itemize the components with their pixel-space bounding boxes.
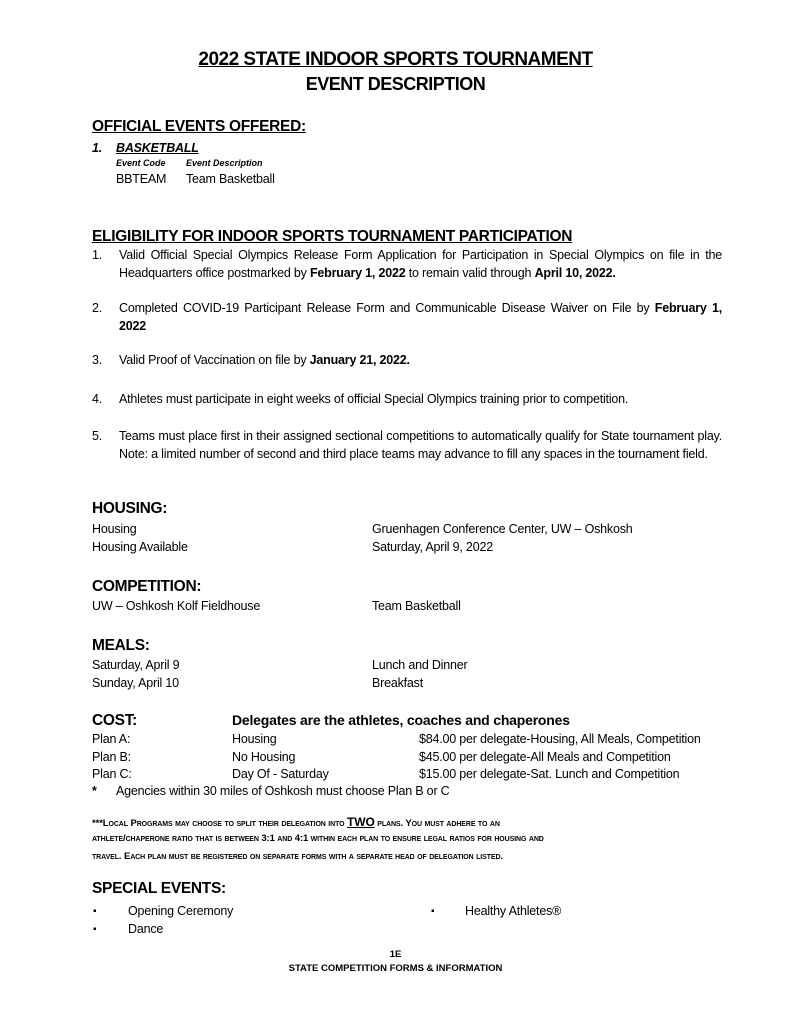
cost-heading: COST:	[92, 712, 138, 729]
plan-a-type: Housing	[232, 732, 277, 746]
event-number: 1.	[92, 141, 103, 155]
housing-label: Housing	[92, 522, 137, 536]
bullet-icon: ▪	[93, 924, 97, 935]
bullet-icon: ▪	[93, 906, 97, 917]
official-events-heading: OFFICIAL EVENTS OFFERED:	[92, 118, 306, 135]
plan-c-type: Day Of - Saturday	[232, 767, 329, 781]
plan-c-desc: $15.00 per delegate-Sat. Lunch and Competition	[419, 767, 680, 781]
page-subtitle: EVENT DESCRIPTION	[305, 74, 486, 94]
event-desc-header: Event Description	[186, 158, 263, 168]
eligibility-heading: ELIGIBILITY FOR INDOOR SPORTS TOURNAMENT PARTICIPATION	[92, 228, 573, 245]
competition-heading: COMPETITION:	[92, 578, 202, 595]
cost-note: Agencies within 30 miles of Oshkosh must choose Plan B or C	[116, 784, 450, 798]
eligibility-item-2: 2. Completed COVID-19 Participant Release Form and Communicable Disease Waiver on File by February 1, 2022	[92, 301, 722, 333]
special-event-opening-ceremony: Opening Ceremony	[128, 904, 234, 918]
plan-a-desc: $84.00 per delegate-Housing, All Meals, Competition	[419, 732, 701, 746]
special-event-dance: Dance	[128, 922, 164, 936]
plan-b-desc: $45.00 per delegate-All Meals and Competition	[419, 750, 671, 764]
housing-available-label: Housing Available	[92, 540, 188, 554]
meals-day-1: Saturday, April 9	[92, 658, 180, 672]
housing-value: Gruenhagen Conference Center, UW – Oshkosh	[372, 522, 633, 536]
footer-caption: STATE COMPETITION FORMS & INFORMATION	[288, 963, 503, 974]
special-event-healthy-athletes: Healthy Athletes®	[465, 904, 562, 918]
eligibility-item-5: 5. Teams must place first in their assigned sectional competitions to automatically qualify for State tournament play. Note: a limited number of second and third place teams may advance to fill any spaces in the tournament field.	[92, 429, 722, 461]
eligibility-item-3: 3. Valid Proof of Vaccination on file by January 21, 2022.	[92, 353, 410, 367]
fine-print-line-3: travel. Each plan must be registered on separate forms with a separate head of delegation listed.	[92, 851, 503, 862]
event-sport: BASKETBALL	[116, 141, 199, 155]
special-events-heading: SPECIAL EVENTS:	[92, 880, 226, 897]
meals-day-2-value: Breakfast	[372, 676, 424, 690]
meals-heading: MEALS:	[92, 637, 150, 654]
plan-a-label: Plan A:	[92, 732, 131, 746]
meals-day-1-value: Lunch and Dinner	[372, 658, 468, 672]
meals-day-2: Sunday, April 10	[92, 676, 179, 690]
eligibility-item-1: 1. Valid Official Special Olympics Release Form Application for Participation in Special Olympics on file in the Headquarters office postmarked by February 1, 2022 to remain valid through April 10, 2022.	[92, 248, 722, 280]
fine-print-line-1: ***Local Programs may choose to split their delegation into TWO plans. You must adhere to an	[92, 815, 500, 829]
competition-event: Team Basketball	[372, 599, 461, 613]
housing-heading: HOUSING:	[92, 500, 168, 517]
plan-b-type: No Housing	[232, 750, 296, 764]
plan-b-label: Plan B:	[92, 750, 131, 764]
competition-venue: UW – Oshkosh Kolf Fieldhouse	[92, 599, 261, 613]
cost-note-star: *	[92, 784, 97, 798]
page-number: 1E	[389, 949, 402, 960]
eligibility-item-4: 4. Athletes must participate in eight weeks of official Special Olympics training prior to competition.	[92, 392, 629, 406]
event-code-header: Event Code	[116, 158, 166, 168]
bullet-icon: ▪	[431, 906, 435, 917]
event-description: Team Basketball	[186, 172, 275, 186]
page-title: 2022 STATE INDOOR SPORTS TOURNAMENT	[198, 49, 593, 70]
plan-c-label: Plan C:	[92, 767, 132, 781]
event-code: BBTEAM	[116, 172, 167, 186]
cost-subheading: Delegates are the athletes, coaches and chaperones	[232, 712, 570, 728]
housing-available-value: Saturday, April 9, 2022	[372, 540, 493, 554]
fine-print-line-2: athlete/chaperone ratio that is between 3:1 and 4:1 within each plan to ensure legal ratios for housing and	[92, 833, 544, 844]
